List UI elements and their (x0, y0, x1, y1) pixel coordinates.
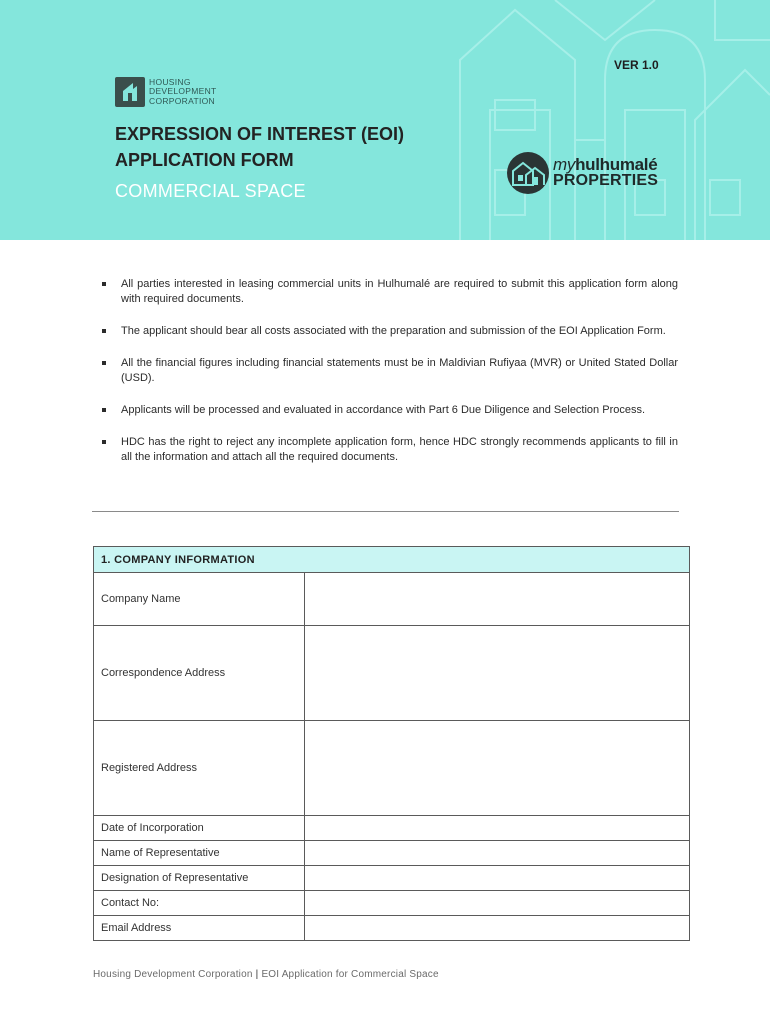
bullet-icon (102, 440, 106, 444)
list-item (100, 277, 678, 307)
company-information-table (93, 546, 690, 941)
table-row (94, 816, 690, 841)
hdc-logo-line: DEVELOPMENT (149, 86, 217, 97)
instructions-list (100, 277, 678, 482)
contact-no-field[interactable] (304, 891, 689, 916)
footer-separator: | (255, 969, 259, 980)
page-subtitle: COMMERCIAL SPACE (115, 181, 306, 201)
table-row (94, 891, 690, 916)
field-label: Email Address (94, 916, 305, 941)
logo-my: my (553, 155, 576, 174)
table-row (94, 721, 690, 816)
list-item-text: The applicant should bear all costs associated with the preparation and submission of the EOI Application Form. (121, 325, 666, 337)
version-label: VER 1.0 (614, 58, 659, 72)
table-row (94, 573, 690, 626)
field-label: Company Name (94, 573, 305, 626)
myhulhumale-properties-logo (506, 151, 658, 195)
building-pattern-art (455, 0, 770, 240)
list-item (100, 324, 678, 339)
list-item (100, 356, 678, 386)
correspondence-address-field[interactable] (304, 626, 689, 721)
footer-organization: Housing Development Corporation (93, 969, 253, 980)
section-divider (92, 511, 679, 512)
table-header-row (94, 547, 690, 573)
title-line-1: EXPRESSION OF INTEREST (EOI) (115, 124, 405, 144)
table-row (94, 626, 690, 721)
list-item-text: HDC has the right to reject any incomplete application form, hence HDC strongly recommends applicants to fill in all the information and attach all the required documents. (121, 436, 678, 463)
hdc-logo (115, 77, 217, 107)
footer-document-title: EOI Application for Commercial Space (261, 969, 439, 980)
page-footer (93, 969, 439, 980)
list-item-text: Applicants will be processed and evaluated in accordance with Part 6 Due Diligence and Selection Process. (121, 404, 646, 416)
logo-brand: hulhumalé (575, 155, 658, 174)
table-row (94, 916, 690, 941)
house-logo-icon (506, 151, 550, 195)
registered-address-field[interactable] (304, 721, 689, 816)
list-item-text: All parties interested in leasing commercial units in Hulhumalé are required to submit this application form along with required documents. (121, 278, 678, 305)
representative-designation-field[interactable] (304, 866, 689, 891)
page-title (115, 121, 404, 173)
field-label: Correspondence Address (94, 626, 305, 721)
bullet-icon (102, 329, 106, 333)
title-line-2: APPLICATION FORM (115, 150, 294, 170)
bullet-icon (102, 361, 106, 365)
list-item (100, 435, 678, 465)
field-label: Date of Incorporation (94, 816, 305, 841)
field-label: Contact No: (94, 891, 305, 916)
hdc-logo-line: CORPORATION (149, 95, 215, 106)
field-label: Name of Representative (94, 841, 305, 866)
date-of-incorporation-field[interactable] (304, 816, 689, 841)
email-address-field[interactable] (304, 916, 689, 941)
list-item-text: All the financial figures including financial statements must be in Maldivian Rufiyaa (MVR) or United Stated Dollar (USD). (121, 357, 678, 384)
bullet-icon (102, 282, 106, 286)
field-label: Registered Address (94, 721, 305, 816)
company-name-field[interactable] (304, 573, 689, 626)
section-title: 1. COMPANY INFORMATION (94, 547, 690, 573)
hdc-logo-line: HOUSING (149, 76, 191, 87)
header-band (0, 0, 770, 240)
hdc-logo-icon (115, 77, 145, 107)
logo-properties: PROPERTIES (553, 172, 659, 189)
logo-wordmark (553, 157, 658, 173)
field-label: Designation of Representative (94, 866, 305, 891)
list-item (100, 403, 678, 418)
table-row (94, 866, 690, 891)
bullet-icon (102, 408, 106, 412)
representative-name-field[interactable] (304, 841, 689, 866)
table-row (94, 841, 690, 866)
